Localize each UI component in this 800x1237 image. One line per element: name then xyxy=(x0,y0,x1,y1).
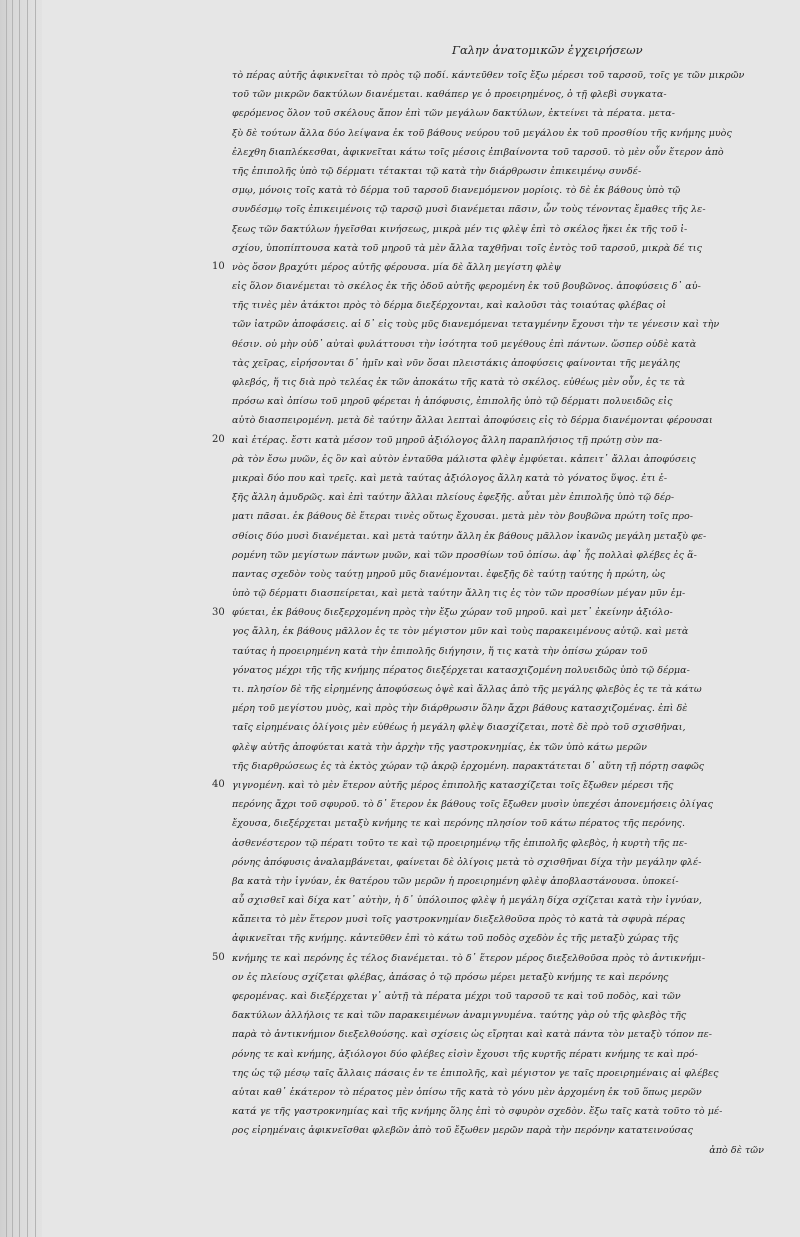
gutter-line xyxy=(12,0,13,1237)
text-line: αὐτὸ διασπειρομένη. μετὰ δὲ ταύτην ἄλλαι λεπταὶ ἀποφύσεις εἰς τὸ δέρμα διανέμονται φέρουσαι xyxy=(232,415,713,427)
text-line: θέσιν. οὐ μὴν οὐδ᾽ αὐταὶ φυλάττουσι τὴν ἰσότητα τοῦ μεγέθους ἐπὶ πάντων. ὥσπερ οὐδὲ κατὰ xyxy=(232,338,697,350)
text-line: καὶ ἑτέρας. ἔστι κατὰ μέσον τοῦ μηροῦ ἀξιόλογος ἄλλη παραπλήσιος τῇ πρώτῃ σὺν πα- xyxy=(232,434,663,446)
text-line: ἔχουσα, διεξέρχεται μεταξὺ κνήμης τε καὶ περόνης πλησίον τοῦ κάτω πέρατος τῆς περόνης. xyxy=(232,818,686,830)
text-line: τῆς ἐπιπολῆς ὑπὸ τῷ δέρματι τέτακται τῷ κατὰ τὴν διάρθρωσιν ἐπικειμένῳ συνδέ- xyxy=(232,165,642,177)
text-line: μικραὶ δύο που καὶ τρεῖς. καὶ μετὰ ταύτας ἀξιόλογος ἄλλη κατὰ τὸ γόνατος ὕψος. ἐτι ἐ- xyxy=(232,472,668,484)
margin-line-number: 30 xyxy=(212,606,225,618)
text-line: κἄπειτα τὸ μὲν ἕτερον μυσὶ τοῖς γαστροκνημίαν διεξελθοῦσα πρὸς τὸ κατὰ τὰ σφυρὰ πέρας xyxy=(232,914,686,926)
text-line: κνήμης τε καὶ περόνης ἐς τέλος διανέμεται. τὸ δ᾽ ἕτερον μέρος διεξελθοῦσα πρὸς τὸ ἀντικνήμι- xyxy=(232,952,706,964)
text-line: μέρη τοῦ μεγίστου μυὸς, καὶ πρὸς τὴν διάρθρωσιν ὅλην ἄχρι βάθους κατασχιζομένας. ἐπὶ δὲ xyxy=(232,703,688,715)
text-line: τῆς διαρθρώσεως ἐς τὰ ἐκτὸς χώραν τῷ ἀκρῷ ἐρχομένη. παρακτάτεται δ᾽ αὕτη τῇ πόρτῃ σαφῶς xyxy=(232,760,705,772)
text-line: εἰς ὅλον διανέμεται τὸ σκέλος ἐκ τῆς ὁδοῦ αὐτῆς φερομένη ἐκ τοῦ βουβῶνος. ἀποφύσεις δ᾽ αὐ- xyxy=(232,281,701,293)
text-line: ρόνης ἀπόφυσις ἀναλαμβάνεται, φαίνεται δὲ ὀλίγοις μετὰ τὸ σχισθῆναι δίχα τὴν μεγάλην φλέ- xyxy=(232,856,702,868)
running-head: Γαλην ἀνατομικῶν ἐγχειρήσεων xyxy=(452,43,643,57)
page-gutter xyxy=(0,0,42,1237)
text-line: ἐλεχθη διαπλέκεσθαι, ἀφικνεῖται κάτω τοῖς μέσοις ἐπιβαίνοντα τοῦ ταρσοῦ. τὸ μὲν οὖν ἕτερον ἀπὸ xyxy=(232,146,724,158)
text-line: ρόνης τε καὶ κνήμης, ἀξιόλογοι δύο φλέβες εἰσὶν ἔχουσι τῆς κυρτῆς πέρατι κνήμης τε καὶ πρό- xyxy=(232,1048,698,1060)
margin-line-number: 20 xyxy=(212,433,225,445)
text-line: ματι πᾶσαι. ἐκ βάθους δὲ ἕτεραι τινὲς οὕτως ἔχουσαι. μετὰ μὲν τὸν βουβῶνα πρώτη τοῖς προ- xyxy=(232,511,694,523)
text-line: πρόσω καὶ ὀπίσω τοῦ μηροῦ φέρεται ἡ ἀπόφυσις, ἐπιπολῆς ὑπὸ τῷ δέρματι πολυειδῶς εἰς xyxy=(232,396,673,408)
text-line: συνδέσμῳ τοῖς ἐπικειμένοις τῷ ταρσῷ μυσὶ διανέμεται πᾶσιν, ὧν τοὺς τένοντας ἔμαθες τῆς λε- xyxy=(232,204,706,216)
text-line: νὸς ὅσον βραχύτι μέρος αὐτῆς φέρουσα. μία δὲ ἄλλη μεγίστη φλὲψ xyxy=(232,261,562,273)
text-line: ρομένη τῶν μεγίστων πάντων μυῶν, καὶ τῶν προσθίων τοῦ ὀπίσω. ἀφ᾽ ἧς πολλαὶ φλέβες ἐς ἅ- xyxy=(232,549,697,561)
text-line: ταῖς εἰρημέναις ὀλίγοις μὲν εὐθέως ἡ μεγάλη φλὲψ διασχίζεται, ποτὲ δὲ πρὸ τοῦ σχισθῆναι, xyxy=(232,722,686,734)
text-line: σμῳ, μόνοις τοῖς κατὰ τὸ δέρμα τοῦ ταρσοῦ διανεμόμενον μορίοις. τὸ δὲ ἐκ βάθους ὑπὸ τῷ xyxy=(232,185,681,197)
text-line: παντας σχεδὸν τοὺς ταύτῃ μηροῦ μῦς διανέμονται. ἐφεξῆς δὲ ταύτῃ ταύτης ἡ πρώτη, ὡς xyxy=(232,568,666,580)
text-line: φερομένας. καὶ διεξέρχεται γ᾽ αὐτῇ τὰ πέρατα μέχρι τοῦ ταρσοῦ τε καὶ τοῦ ποδὸς, καὶ τῶν xyxy=(232,991,681,1002)
gutter-line xyxy=(6,0,7,1237)
text-line: σχίου, ὑποπίπτουσα κατὰ τοῦ μηροῦ τὰ μὲν ἄλλα ταχθῆναι τοῖς ἐντὸς τοῦ ταρσοῦ, μικρὰ δέ τις xyxy=(232,242,702,254)
text-line: τι. πλησίον δὲ τῆς εἰρημένης ἀποφύσεως ὀψὲ καὶ ἄλλας ἀπὸ τῆς μεγάλης φλεβὸς ἐς τε τὰ κάτω xyxy=(232,684,702,695)
text-line: τοῦ τῶν μικρῶν δακτύλων διανέμεται. καθάπερ γε ὁ προειρημένος, ὁ τῇ φλεβὶ συγκατα- xyxy=(232,89,667,101)
margin-line-number: 10 xyxy=(212,261,225,272)
margin-line-number: 50 xyxy=(212,952,225,964)
text-line: ἀπὸ δὲ τῶν xyxy=(709,1144,764,1156)
text-line: ρὰ τὸν ἔσω μυῶν, ἐς ὃν καὶ αὐτὸν ἐνταῦθα μάλιστα φλὲψ ἐμφύεται. κἀπειτ᾽ ἄλλαι ἀποφύσεις xyxy=(232,453,696,465)
text-line: γος ἄλλη, ἐκ βάθους μᾶλλον ἐς τε τὸν μέγιστον μῦν καὶ τοὺς παρακειμένους αὐτῷ. καὶ μετὰ xyxy=(232,626,689,638)
text-line: βα κατὰ τὴν ἰγνύαν, ἐκ θατέρου τῶν μερῶν ἡ προειρημένη φλὲψ ἀποβλαστάνουσα. ὑποκεί- xyxy=(232,875,679,887)
text-line: ξεως τῶν δακτύλων ἡγεῖσθαι κινήσεως, μικρὰ μέν τις φλὲψ ἐπὶ τὸ σκέλος ἥκει ἐκ τῆς τοῦ ἰ- xyxy=(232,223,688,235)
text-line: φλεβός, ἥ τις διὰ πρὸ τελέας ἐκ τῶν ἀποκάτω τῆς κατὰ τὸ σκέλος. εὐθέως μὲν οὖν, ἐς τε τὰ xyxy=(232,377,686,388)
text-line: τῶν ἰατρῶν ἀποφάσεις. αἱ δ᾽ εἰς τοὺς μῦς διανεμόμεναι τεταγμένην ἔχουσι τὴν τε γένεσιν καὶ τὴν xyxy=(232,319,720,331)
text-line: τὰς χεῖρας, εἰρήσονται δ᾽ ἡμῖν καὶ νῦν ὅσαι πλειστάκις ἀποφύσεις φαίνονται τῆς μεγάλης xyxy=(232,357,681,369)
text-line: ον ἐς πλείους σχίζεται φλέβας, ἁπάσας ὁ τῷ πρόσω μέρει μεταξὺ κνήμης τε καὶ περόνης xyxy=(232,971,669,983)
text-line: δακτύλων ἀλλήλοις τε καὶ τῶν παρακειμένων ἀναμιγνυμένα. ταύτης γὰρ οὐ τῆς φλεβὸς τῆς xyxy=(232,1010,687,1022)
text-line: αὖ σχισθεῖ καὶ δίχα κατ᾽ αὐτὴν, ἡ δ᾽ ὑπόλοιπος φλὲψ ἡ μεγάλη δίχα σχίζεται κατὰ τὴν ἰγνύαν, xyxy=(232,895,702,907)
text-line: περόνης ἄχρι τοῦ σφυροῦ. τὸ δ᾽ ἕτερον ἐκ βάθους τοῖς ἔξωθεν μυσὶν ὑπεχέσι ἀπονεμήσεις ὀλίγας xyxy=(232,799,714,811)
text-line: φύεται, ἐκ βάθους διεξερχομένη πρὸς τὴν ἔξω χώραν τοῦ μηροῦ. καὶ μετ᾽ ἐκείνην ἀξιόλο- xyxy=(232,607,673,619)
text-line: φερόμενος ὅλον τοῦ σκέλους ἄπον ἐπὶ τῶν μεγάλων δακτύλων, ἐκτείνει τὰ πέρατα. μετα- xyxy=(232,108,676,120)
text-line: τὸ πέρας αὐτῆς ἀφικνεῖται τὸ πρὸς τῷ ποδί. κάντεῦθεν τοῖς ἔξω μέρεσι τοῦ ταρσοῦ, τοῖς γε τῶν μικρῶν xyxy=(232,70,745,81)
text-line: ξῆς ἄλλη ἀμυδρῶς. καὶ ἐπὶ ταύτην ἄλλαι πλείους ἐφεξῆς. αὗται μὲν ἐπιπολῆς ὑπὸ τῷ δέρ- xyxy=(232,492,675,504)
text-line: ταύτας ἡ προειρημένη κατὰ τὴν ἐπιπολῆς διήγησιν, ἥ τις κατὰ τὴν ὀπίσω χώραν τοῦ xyxy=(232,645,648,657)
text-line: γιγνομένη. καὶ τὸ μὲν ἕτερον αὐτῆς μέρος ἐπιπολῆς κατασχίζεται τοῖς ἔξωθεν μέρεσι τῆς xyxy=(232,779,674,791)
text-line: γόνατος μέχρι τῆς τῆς κνήμης πέρατος διεξέρχεται κατασχιζομένη πολυειδῶς ὑπὸ τῷ δέρμα- xyxy=(232,664,690,676)
gutter-line xyxy=(27,0,28,1237)
body-text xyxy=(232,66,794,1160)
text-line: σθίοις δύο μυσὶ διανέμεται. καὶ μετὰ ταύτην ἄλλη ἐκ βάθους μᾶλλον ἰκανῶς μεγάλη μεταξὺ φε- xyxy=(232,530,707,542)
margin-line-number: 40 xyxy=(212,779,225,791)
text-line: φλὲψ αὐτῆς ἀποφύεται κατὰ τὴν ἀρχὴν τῆς γαστροκνημίας, ἐκ τῶν ὑπὸ κάτω μερῶν xyxy=(232,741,647,753)
text-line: κατά γε τῆς γαστροκνημίας καὶ τῆς κνήμης ὅλης ἐπὶ τὸ σφυρὸν σχεδὸν. ἔξω ταῖς κατὰ τοῦτο τὸ μέ- xyxy=(232,1106,723,1118)
gutter-line xyxy=(19,0,20,1237)
text-line: ὑπὸ τῷ δέρματι διασπείρεται, καὶ μετὰ ταύτην ἄλλη τις ἐς τὸν τῶν προσθίων μέγαν μῦν ἐμ- xyxy=(232,588,686,600)
text-line: παρὰ τὸ ἀντικνήμιον διεξελθούσης. καὶ σχίσεις ὡς εἴρηται καὶ κατὰ πάντα τὸν μεταξὺ τόπον πε- xyxy=(232,1029,713,1041)
text-line: αὐται καθ᾽ ἑκάτερον τὸ πέρατος μὲν ὀπίσω τῆς κατὰ τὸ γόνυ μὲν ἀρχομένη ἐκ τοῦ ὅπως μερῶν xyxy=(232,1086,702,1098)
text-line: ρος εἰρημέναις ἀφικνεῖσθαι φλεβῶν ἀπὸ τοῦ ἔξωθεν μερῶν παρὰ τὴν περόνην κατατεινούσας xyxy=(232,1125,694,1137)
text-line: ἀφικνεῖται τῆς κνήμης. κἀντεῦθεν ἐπὶ τὸ κάτω τοῦ ποδὸς σχεδὸν ἐς τῆς μεταξὺ χώρας τῆς xyxy=(232,933,679,945)
gutter-line xyxy=(35,0,36,1237)
text-line: τῆς τινὲς μὲν ἀτάκτοι πρὸς τὸ δέρμα διεξέρχονται, καὶ καλοῦσι τὰς τοιαύτας φλέβας οἱ xyxy=(232,300,667,312)
text-line: ἀσθενέστερον τῷ πέρατι τοῦτο τε καὶ τῷ προειρημένῳ τῆς ἐπιπολῆς φλεβὸς, ἡ κυρτὴ τῆς πε- xyxy=(232,837,688,849)
text-line: ξὺ δὲ τούτων ἄλλα δύο λείψανα ἐκ τοῦ βάθους νεύρου τοῦ μεγάλου ἐκ τοῦ προσθίου τῆς κνήμης μυὸς xyxy=(232,127,732,139)
text-line: της ὡς τῷ μέσῳ ταῖς ἄλλαις πάσαις ἐν τε ἐπιπολῆς, καὶ μέγιστον γε ταῖς προειρημέναις αἱ φλέβες xyxy=(232,1067,719,1079)
